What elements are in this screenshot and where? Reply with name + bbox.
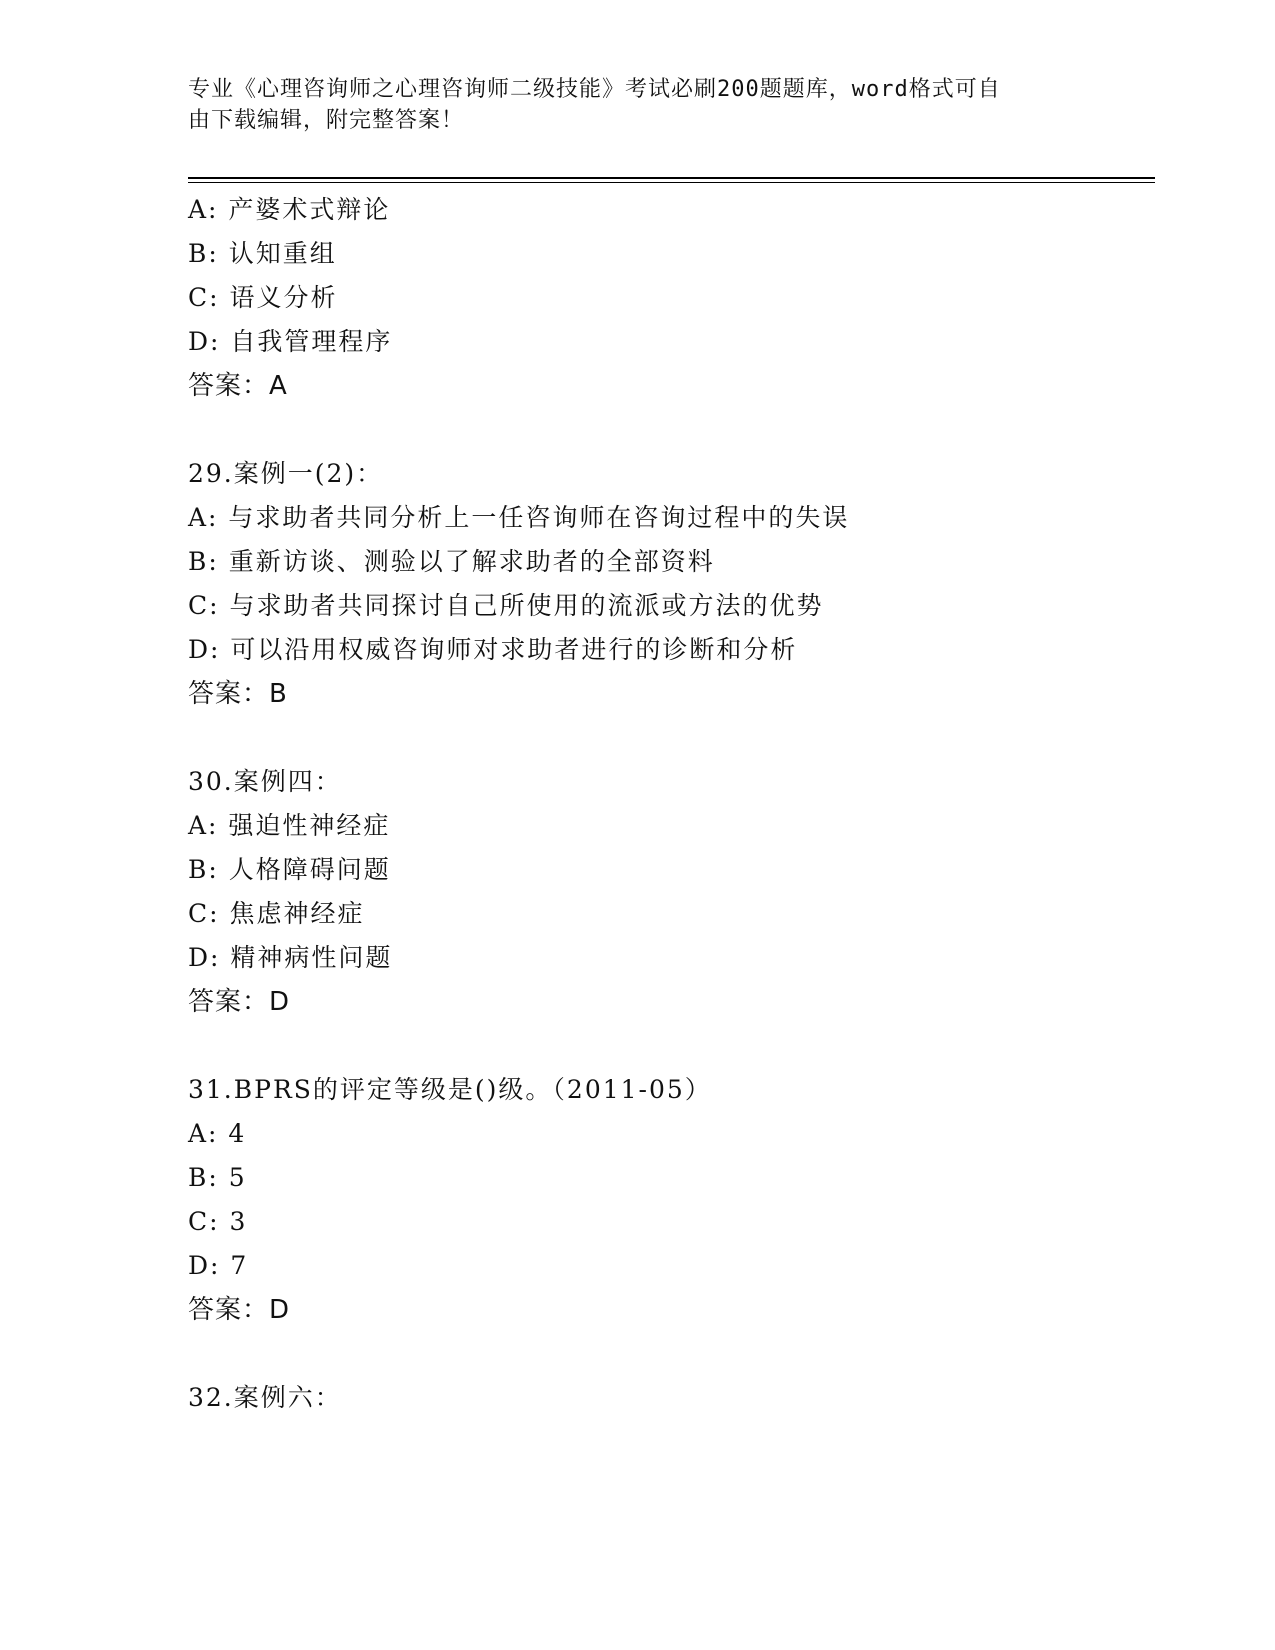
answer-line: 答案：D [188, 987, 291, 1017]
option-d: D: 自我管理程序 [188, 327, 393, 356]
answer-line: 答案：A [188, 371, 288, 401]
option-c: C: 焦虑神经症 [188, 899, 365, 928]
question-stem: 32.案例六： [188, 1383, 342, 1412]
option-b: B: 认知重组 [188, 239, 337, 268]
option-a: A: 产婆术式辩论 [188, 195, 391, 224]
question-stem: 31.BPRS的评定等级是()级。（2011-05） [188, 1075, 712, 1104]
option-b: B: 人格障碍问题 [188, 855, 391, 884]
option-a: A: 4 [188, 1119, 247, 1148]
question-stem: 29.案例一(2)： [188, 459, 384, 488]
header-line-2: 由下载编辑，附完整答案！ [188, 108, 465, 133]
option-d: D: 精神病性问题 [188, 943, 393, 972]
header-line-1: 专业《心理咨询师之心理咨询师二级技能》考试必刷200题题库，word格式可自 [188, 77, 1001, 102]
option-d: D: 7 [188, 1251, 249, 1280]
answer-line: 答案：B [188, 679, 288, 709]
document-header [188, 74, 1088, 136]
option-a: A: 强迫性神经症 [188, 811, 391, 840]
option-b: B: 重新访谈、测验以了解求助者的全部资料 [188, 547, 715, 576]
option-d: D: 可以沿用权威咨询师对求助者进行的诊断和分析 [188, 635, 798, 664]
option-c: C: 与求助者共同探讨自己所使用的流派或方法的优势 [188, 591, 824, 620]
header-divider-thick [188, 177, 1155, 179]
option-c: C: 语义分析 [188, 283, 338, 312]
option-a: A: 与求助者共同分析上一任咨询师在咨询过程中的失误 [188, 503, 850, 532]
header-divider-thin [188, 182, 1155, 183]
option-b: B: 5 [188, 1163, 247, 1192]
question-stem: 30.案例四： [188, 767, 342, 796]
option-c: C: 3 [188, 1207, 248, 1236]
answer-line: 答案：D [188, 1295, 291, 1325]
